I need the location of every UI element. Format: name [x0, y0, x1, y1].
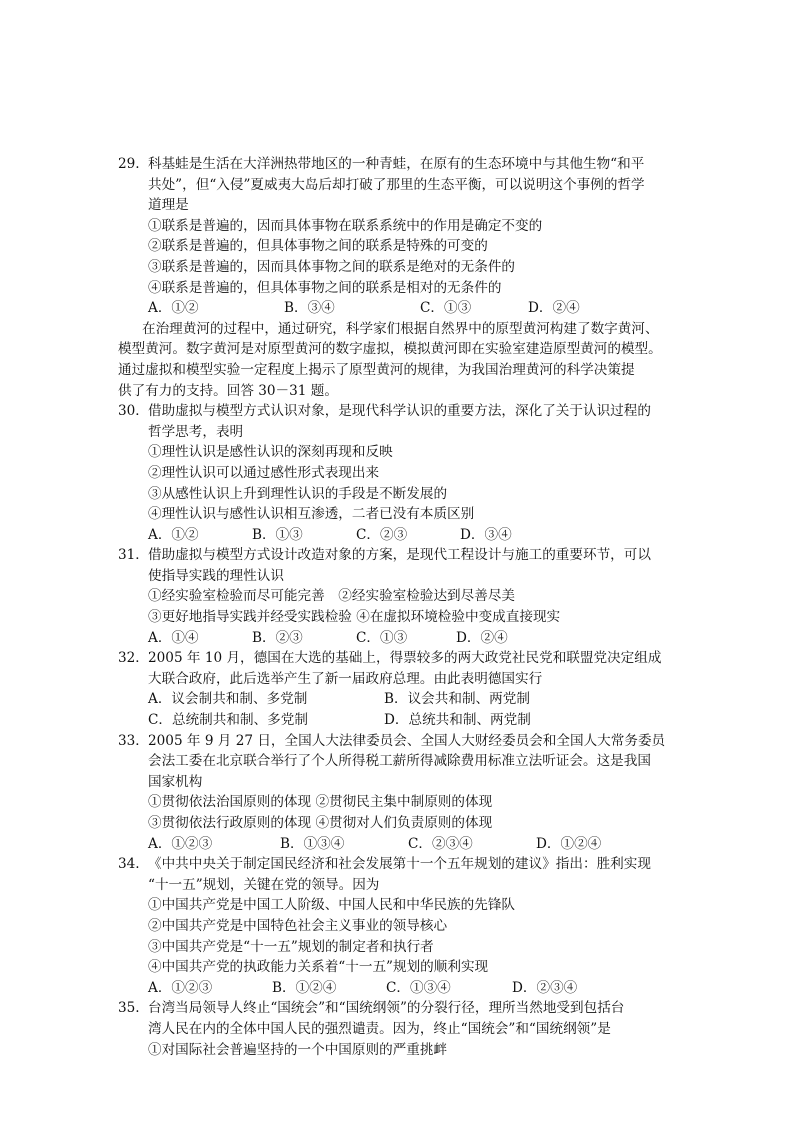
- option-b: B．议会共和制、两党制: [384, 691, 530, 708]
- statement-item: ①对国际社会普遍坚持的一个中国原则的严重挑衅: [148, 1041, 448, 1058]
- statement-item: ③从感性认识上升到理性认识的手段是不断发展的: [148, 485, 448, 502]
- option-d: D．③④: [460, 526, 512, 543]
- option-d: D．总统共和制、两党制: [384, 712, 531, 729]
- answer-options: [118, 978, 678, 999]
- question-30: [118, 401, 678, 545]
- passage-line: 模型黄河。数字黄河是对原型黄河的数字虚拟，模拟黄河即在实验室建造原型黄河的模型。: [118, 341, 662, 358]
- option-c: C．①③④: [386, 979, 451, 996]
- statement-row: ③贯彻依法行政原则的体现 ④贯彻对人们负责原则的体现: [148, 815, 493, 831]
- question-stem-line: 借助虚拟与模型方式设计改造对象的方案，是现代工程设计与施工的重要环节，可以: [148, 547, 651, 564]
- passage-line: 通过虚拟和模型实验一定程度上揭示了原型黄河的规律，为我国治理黄河的科学决策提: [118, 361, 635, 378]
- statement-item: ④理性认识与感性认识相互渗透，二者已没有本质区别: [148, 506, 475, 523]
- option-b: B．①③: [252, 526, 303, 543]
- question-32: [118, 648, 678, 730]
- question-stem-line: 台湾当局领导人终止“国统会”和“国统纲领”的分裂行径，理所当然地受到包括台: [148, 1000, 625, 1017]
- statement-item: ①联系是普遍的，因而具体事物在联系系统中的作用是确定不变的: [148, 217, 543, 234]
- question-number: 32．: [118, 650, 149, 667]
- question-stem-line: 道理是: [148, 197, 189, 214]
- option-b: B．③④: [284, 300, 335, 317]
- option-c: C．②③: [356, 526, 408, 543]
- statement-item: ②联系是普遍的，但具体事物之间的联系是特殊的可变的: [148, 238, 488, 255]
- option-a: A．①②: [148, 526, 199, 543]
- statement-item: ②理性认识可以通过感性形式表现出来: [148, 464, 380, 481]
- question-stem-line: 《中共中央关于制定国民经济和社会发展第十一个五年规划的建议》指出：胜利实现: [148, 856, 651, 873]
- question-29: [118, 154, 678, 319]
- passage-line: 在治理黄河的过程中，通过研究，科学家们根据自然界中的原型黄河构建了数字黄河、: [142, 320, 659, 337]
- answer-options-row: [118, 710, 678, 731]
- question-33: [118, 731, 678, 855]
- question-number: 35.: [118, 1000, 140, 1017]
- option-d: D．②④: [528, 300, 580, 317]
- statement-item: ②中国共产党是中国特色社会主义事业的领导核心: [148, 917, 448, 934]
- question-stem-line: 2005 年 10 月，德国在大选的基础上，得票较多的两大政党社民党和联盟党决定组成: [148, 650, 662, 667]
- statement-item: ①理性认识是感性认识的深刻再现和反映: [148, 444, 393, 461]
- question-stem-line: 共处”，但“入侵”夏威夷大岛后却打破了那里的生态平衡，可以说明这个事例的哲学: [148, 176, 645, 193]
- option-c: C．②③④: [408, 835, 473, 852]
- question-stem-line: 大联合政府，此后选举产生了新一届政府总理。由此表明德国实行: [148, 670, 543, 687]
- statement-item: ①中国共产党是中国工人阶级、中国人民和中华民族的先锋队: [148, 897, 516, 914]
- question-stem-line: 2005 年 9 月 27 日，全国人大法律委员会、全国人大财经委员会和全国人大常务委员: [148, 732, 666, 749]
- answer-options-row: [118, 689, 678, 710]
- question-35: [118, 998, 678, 1060]
- question-stem-line: 科基蛙是生活在大洋洲热带地区的一种青蛙，在原有的生态环境中与其他生物“和平: [148, 156, 645, 172]
- question-34: [118, 854, 678, 998]
- option-b: B．①③④: [280, 835, 345, 852]
- statement-item: ③联系是普遍的，因而具体事物之间的联系是绝对的无条件的: [148, 258, 516, 275]
- option-d: D．②④: [456, 629, 508, 646]
- answer-options: [118, 628, 678, 649]
- reading-passage: [118, 319, 678, 401]
- statement-item: ③中国共产党是“十一五”规划的制定者和执行者: [148, 938, 434, 955]
- question-stem-line: 使指导实践的理性认识: [148, 567, 284, 584]
- question-number: 30．: [118, 403, 149, 420]
- question-number: 29.: [118, 156, 140, 172]
- option-c: C．①③: [356, 629, 408, 646]
- option-b: B．①②④: [272, 979, 337, 996]
- option-d: D．①②④: [536, 835, 602, 852]
- option-a: A．①④: [148, 629, 199, 646]
- option-a: A．议会制共和制、多党制: [148, 691, 308, 708]
- question-number: 33．: [118, 732, 149, 749]
- question-stem-line: 借助虚拟与模型方式认识对象，是现代科学认识的重要方法，深化了关于认识过程的: [148, 403, 651, 420]
- question-stem-line: “十一五”规划，关键在党的领导。因为: [148, 876, 380, 893]
- answer-options: [118, 834, 678, 855]
- option-c: C．①③: [420, 300, 472, 317]
- option-d: D．②③④: [512, 979, 578, 996]
- question-stem-line: 湾人民在内的全体中国人民的强烈谴责。因为，终止“国统会”和“国统纲领”是: [148, 1020, 611, 1037]
- option-a: A．①②③: [148, 979, 213, 996]
- question-stem-line: 哲学思考，表明: [148, 423, 244, 440]
- answer-options: [118, 298, 678, 319]
- question-stem-line: 国家机构: [148, 773, 203, 790]
- passage-line: 供了有力的支持。回答 30－31 题。: [118, 382, 338, 399]
- question-31: [118, 545, 678, 648]
- option-a: A．①②: [148, 300, 199, 317]
- question-number: 34.: [118, 856, 140, 873]
- option-b: B．②③: [252, 629, 303, 646]
- question-stem-line: 会法工委在北京联合举行了个人所得税工薪所得减除费用标准立法听证会。这是我国: [148, 753, 651, 770]
- statement-item: ④联系是普遍的，但具体事物之间的联系是相对的无条件的: [148, 279, 502, 296]
- question-number: 31．: [118, 547, 149, 564]
- statement-row: ③更好地指导实践并经受实践检验 ④在虚拟环境检验中变成直接现实: [148, 609, 561, 626]
- statement-row: ①经实验室检验而尽可能完善 ②经实验室检验达到尽善尽美: [148, 588, 516, 605]
- option-c: C．总统制共和制、多党制: [148, 712, 308, 729]
- option-a: A．①②③: [148, 835, 213, 852]
- statement-item: ④中国共产党的执政能力关系着“十一五”规划的顺利实现: [148, 959, 489, 976]
- answer-options: [118, 525, 678, 546]
- exam-content: [118, 154, 678, 1060]
- statement-row: ①贯彻依法治国原则的体现 ②贯彻民主集中制原则的体现: [148, 794, 493, 811]
